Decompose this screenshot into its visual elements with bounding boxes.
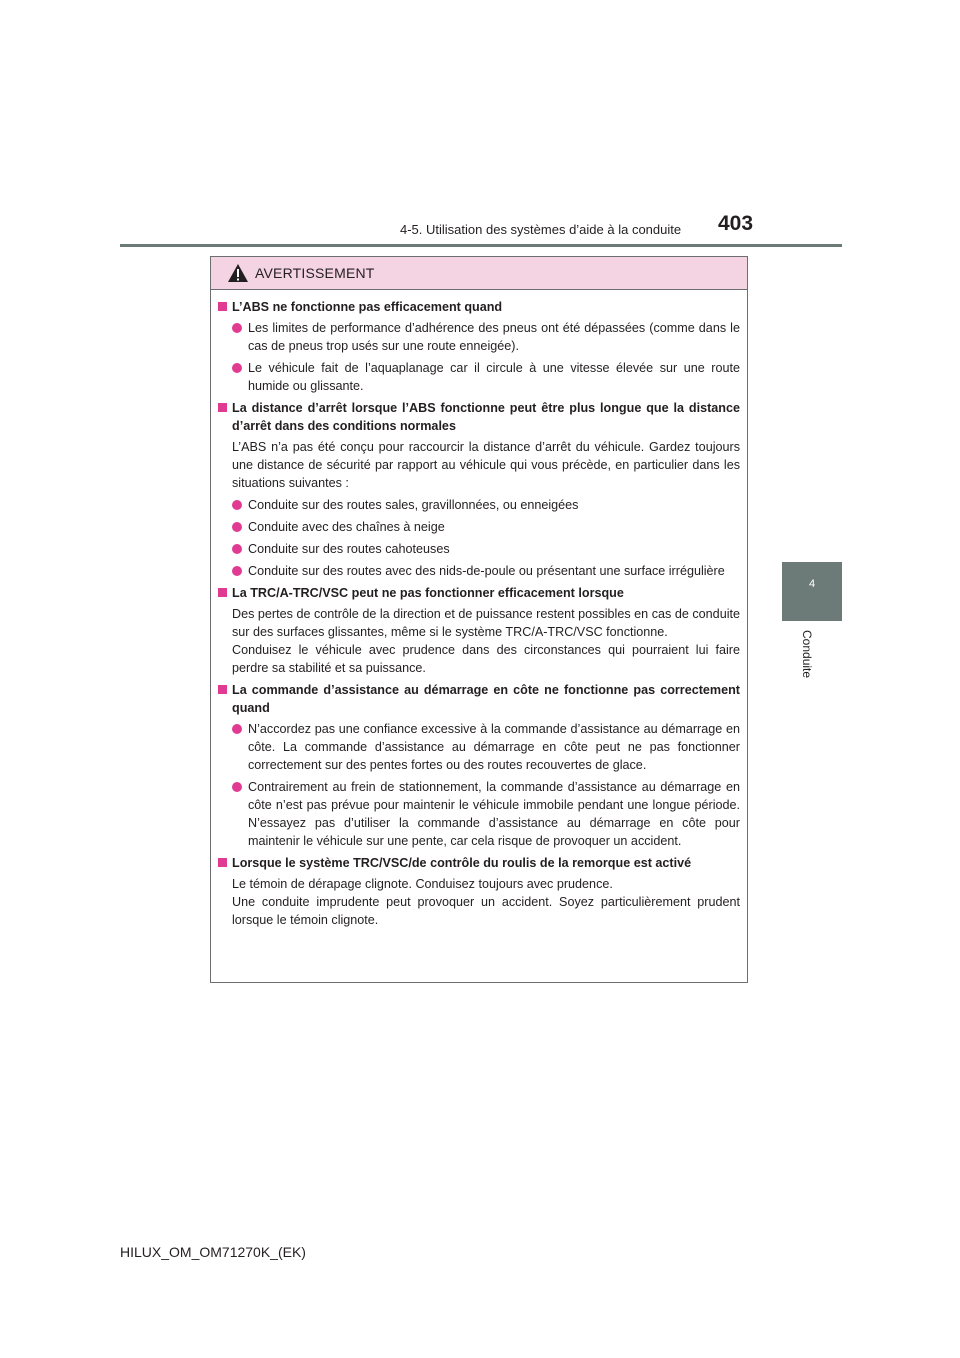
square-bullet-icon <box>218 588 227 597</box>
header-divider <box>120 244 842 247</box>
square-bullet-icon <box>218 858 227 867</box>
warning-triangle-icon <box>227 263 249 283</box>
square-bullet-icon <box>218 302 227 311</box>
warning-section-trc-vsc <box>218 584 740 677</box>
list-item: Contrairement au frein de stationnement, la commande d’assistance au démarrage en côte n’est pas prévue pour maintenir le véhicule immobile pendant une longue période. N’essayez pas d’utiliser la commande d’assistance au démarrage en côte pour maintenir le véhicule sur une pente, car cela risque de provoquer un accident. <box>232 778 740 850</box>
chapter-label <box>780 630 844 690</box>
page-number: 403 <box>718 212 754 235</box>
section-title: La commande d’assistance au démarrage en côte ne fonctionne pas correctement quand <box>232 683 740 715</box>
warning-box <box>210 256 748 983</box>
circle-bullet-icon <box>232 363 242 373</box>
warning-section-abs-ineffective <box>218 298 740 395</box>
list-item: Le véhicule fait de l’aquaplanage car il circule à une vitesse élevée sur une route humide ou glissante. <box>232 359 740 395</box>
section-title: L’ABS ne fonctionne pas efficacement quand <box>232 300 503 314</box>
section-header-title: 4-5. Utilisation des systèmes d’aide à la conduite <box>400 222 682 237</box>
circle-bullet-icon <box>232 566 242 576</box>
circle-bullet-icon <box>232 323 242 333</box>
section-title: La TRC/A-TRC/VSC peut ne pas fonctionner efficacement lorsque <box>232 586 624 600</box>
warning-body <box>211 290 747 929</box>
chapter-tab[interactable] <box>782 562 842 621</box>
paragraph: Une conduite imprudente peut provoquer un accident. Soyez particulièrement prudent lorsque le témoin clignote. <box>232 895 740 927</box>
paragraph: Des pertes de contrôle de la direction et de puissance restent possibles en cas de conduite sur des surfaces glissantes, même si le système TRC/A-TRC/VSC fonctionne. <box>232 607 740 639</box>
paragraph: L’ABS n’a pas été conçu pour raccourcir la distance d’arrêt du véhicule. Gardez toujours une distance de sécurité par rapport au véhicule qui vous précède, en particulier dans les situations suivantes : <box>232 440 740 490</box>
paragraph: Conduisez le véhicule avec prudence dans des circonstances qui pourraient lui faire perdre sa stabilité et sa puissance. <box>232 643 740 675</box>
warning-section-hill-start-assist <box>218 681 740 850</box>
list-item: N’accordez pas une confiance excessive à la commande d’assistance au démarrage en côte. La commande d’assistance au démarrage en côte peut ne pas fonctionner correctement sur des pentes fortes ou des routes recouvertes de glace. <box>232 720 740 774</box>
warning-section-trailer-sway <box>218 854 740 929</box>
list-item: Conduite avec des chaînes à neige <box>232 518 740 536</box>
list-item: Conduite sur des routes sales, gravillonnées, ou enneigées <box>232 496 740 514</box>
circle-bullet-icon <box>232 724 242 734</box>
square-bullet-icon <box>218 685 227 694</box>
list-item: Les limites de performance d’adhérence des pneus ont été dépassées (comme dans le cas de pneus trop usés sur une route enneigée). <box>232 319 740 355</box>
circle-bullet-icon <box>232 500 242 510</box>
warning-section-stopping-distance <box>218 399 740 580</box>
section-title: La distance d’arrêt lorsque l’ABS fonctionne peut être plus longue que la distance d’arrêt dans des conditions normales <box>232 401 740 433</box>
circle-bullet-icon <box>232 782 242 792</box>
circle-bullet-icon <box>232 544 242 554</box>
list-item: Conduite sur des routes cahoteuses <box>232 540 740 558</box>
warning-title: AVERTISSEMENT <box>255 265 375 281</box>
document-code: HILUX_OM_OM71270K_(EK) <box>120 1244 306 1260</box>
circle-bullet-icon <box>232 522 242 532</box>
chapter-label-text: Conduite <box>800 630 814 679</box>
square-bullet-icon <box>218 403 227 412</box>
list-item: Conduite sur des routes avec des nids-de-poule ou présentant une surface irrégulière <box>232 562 740 580</box>
chapter-tab-number: 4 <box>808 578 816 590</box>
section-title: Lorsque le système TRC/VSC/de contrôle du roulis de la remorque est activé <box>232 856 692 870</box>
paragraph: Le témoin de dérapage clignote. Conduisez toujours avec prudence. <box>232 877 613 891</box>
warning-header <box>211 257 747 290</box>
